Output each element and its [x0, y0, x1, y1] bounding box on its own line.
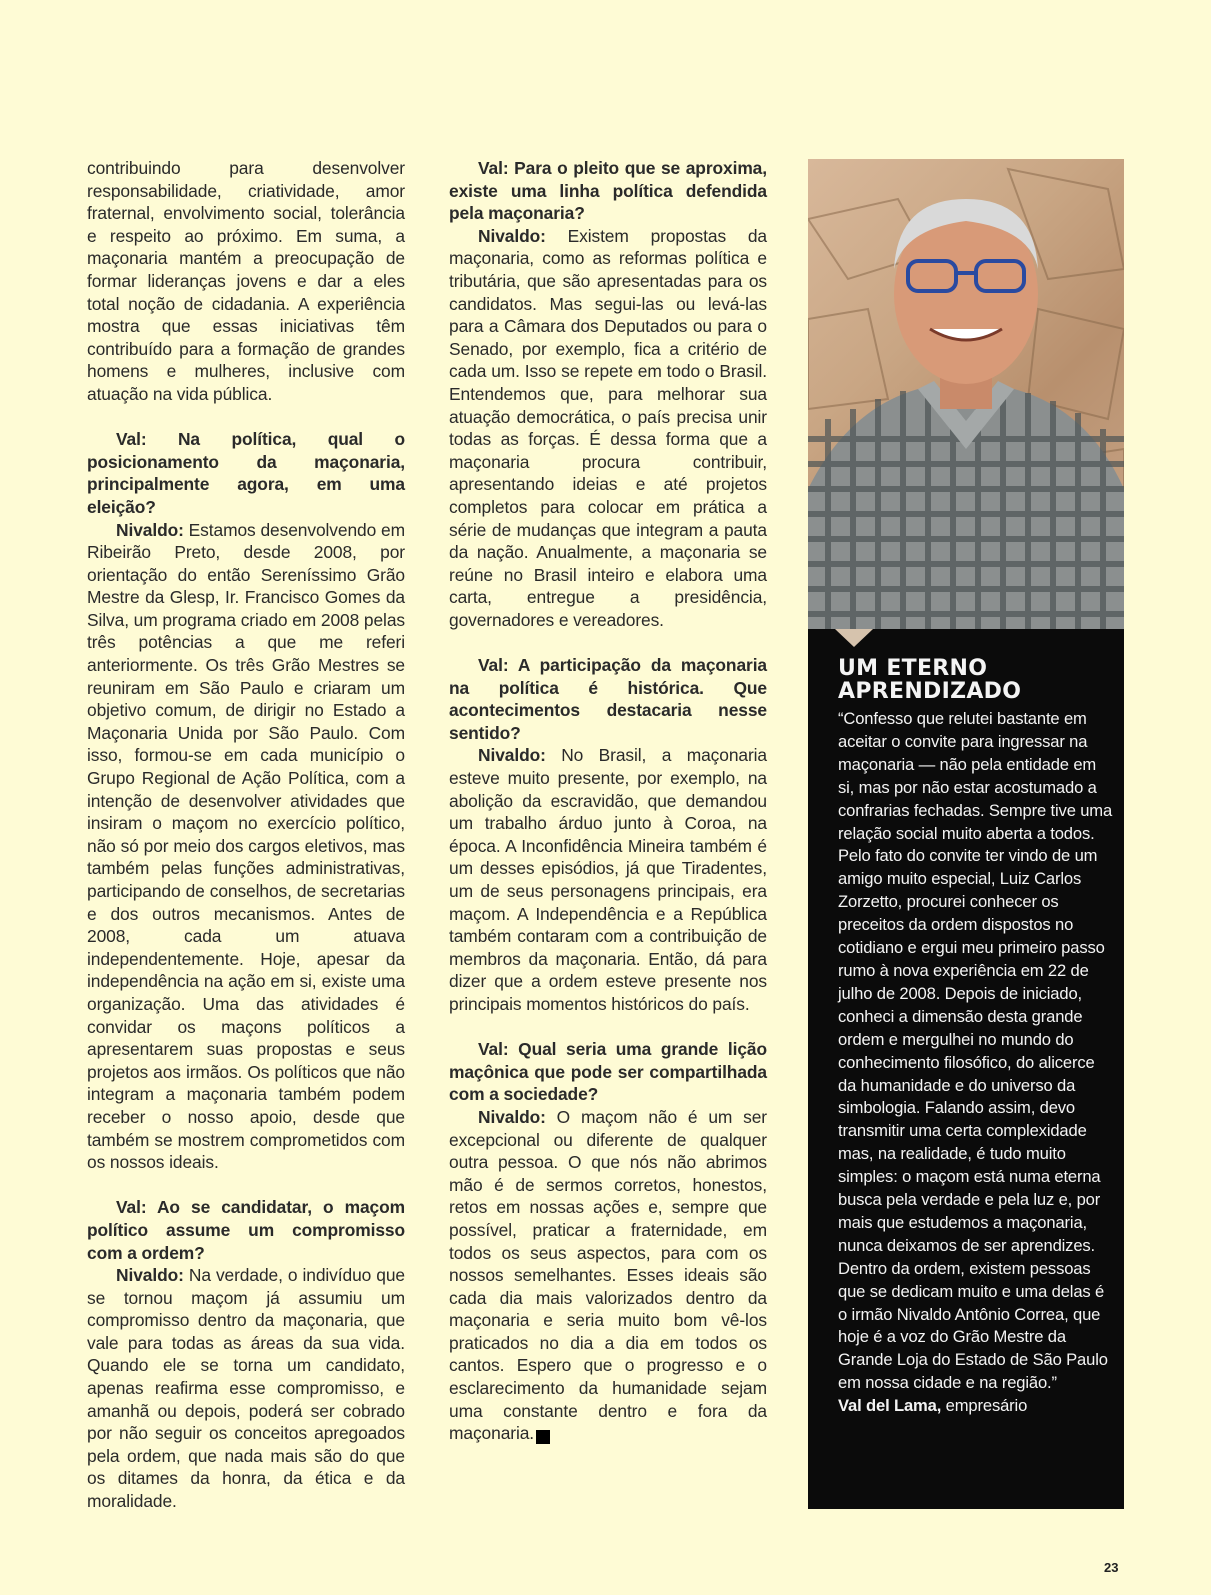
- paragraph-intro: contribuindo para desenvolver responsabilidade, criatividade, amor fraternal, envolvimento social, tolerância e respeito ao próximo. Em suma, a maçonaria mantém a preocupação de formar lideranças jovens e dar a eles total noção de cidadania. A experiência mostra que essas iniciativas têm contribuído para a formação de grandes homens e mulheres, inclusive com atuação na vida pública.: [87, 158, 405, 404]
- answer-3: [449, 225, 767, 632]
- answer-4-text: No Brasil, a maçonaria esteve muito presente, por exemplo, na abolição da escravidão, que demandou um trabalho árduo junto à Coroa, na época. A Inconfidência Mineira também é um desses episódios, já que Tiradentes, um de seus personagens principais, era maçom. A Independência e a República também contaram com a contribuição de membros da maçonaria. Então, dá para dizer que a ordem esteve presente nos principais momentos históricos do país.: [449, 745, 767, 1014]
- article-column-1: [87, 157, 405, 1513]
- question-5: Val: Qual seria uma grande lição maçônica que pode ser compartilhada com a sociedade?: [449, 1039, 767, 1105]
- page-number: 23: [1104, 1560, 1119, 1575]
- speaker-label: Nivaldo:: [478, 1106, 546, 1127]
- answer-2-text: Na verdade, o indivíduo que se tornou maçom já assumiu um compromisso dentro da maçonaria, que vale para todas as áreas da sua vida. Quando ele se torna um candidato, apenas reafirma esse compromisso, e amanhã ou depois, poderá ser cobrado por não seguir os conceitos apregoados pela ordem, que nada mais são do que os ditames da honra, da ética e da moralidade.: [87, 1265, 405, 1512]
- portrait-photo: [808, 159, 1124, 629]
- speaker-label: Nivaldo:: [478, 745, 546, 766]
- answer-5: [449, 1106, 767, 1445]
- sidebar-title: UM ETERNO APRENDIZADO: [838, 656, 1022, 704]
- answer-1-text: Estamos desenvolvendo em Ribeirão Preto, desde 2008, por orientação do então Sereníssimo Grão Mestre da Glesp, Ir. Francisco Gomes da Silva, um programa criado em 2008 pelas três potências a que me referi anteriormente. Os três Grão Mestres se reuniram em São Paulo e criaram um objetivo comum, de dirigir no Estado a Maçonaria Unida por São Paulo. Com isso, formou-se em cada município o Grupo Regional de Ação Política, com a intenção de desenvolver atividades que insiram o maçom no exercício político, não só por meio dos cargos eletivos, mas também pelas funções administrativas, participando de conselhos, de secretarias e dos outros mecanismos. Antes de 2008, cada um atuava independentemente. Hoje, apesar da independência na ação em si, existe uma organização. Uma das atividades é convidar os maçons políticos a apresentarem suas propostas e seus projetos aos irmãos. Os políticos que não integram a maçonaria também podem receber o nosso apoio, desde que também se mostrem comprometidos com os nossos ideais.: [87, 519, 405, 1173]
- signature-role: empresário: [941, 1396, 1028, 1416]
- portrait-illustration: [808, 159, 1124, 629]
- sidebar-quote: [838, 708, 1113, 1418]
- article-column-2: [449, 157, 767, 1445]
- quote-text: “Confesso que relutei bastante em aceitar o convite para ingressar na maçonaria — não pela entidade em si, mas por não estar acostumado a confrarias fechadas. Sempre tive uma relação social muito aberta a todos. Pelo fato do convite ter vindo de um amigo muito especial, Luiz Carlos Zorzetto, procurei conhecer os preceitos da ordem dispostos no cotidiano e ergui meu primeiro passo rumo à nova experiência em 22 de julho de 2008. Depois de iniciado, conheci a dimensão desta grande ordem e mergulhei no mundo do conhecimento filosófico, do alicerce da humanidade e do universo da simbologia. Falando assim, devo transmitir uma certa complexidade mas, na realidade, é tudo muito simples: o maçom está numa eterna busca pela verdade e pela luz e, por mais que estudemos a maçonaria, nunca deixamos de ser aprendizes. Dentro da ordem, existem pessoas que se dedicam muito e uma delas é o irmão Nivaldo Antônio Correa, que hoje é a voz do Grão Mestre da Grande Loja do Estado de São Paulo em nossa cidade e na região.”: [838, 709, 1113, 1393]
- answer-3-text: Existem propostas da maçonaria, como as reformas política e tributária, que são apresentadas para os candidatos. Mas segui-las ou levá-las para a Câmara dos Deputados ou para o Senado, por exemplo, fica a critério de cada um. Isso se repete em todo o Brasil. Entendemos que, para melhorar sua atuação democrática, o país precisa unir todas as forças. É dessa forma que a maçonaria procura contribuir, apresentando ideias e até projetos completos para colocar em prática a série de mudanças que integram a pauta da nação. Anualmente, a maçonaria se reúne no Brasil inteiro e elabora uma carta, entregue a presidência, governadores e vereadores.: [449, 225, 767, 630]
- answer-4: [449, 744, 767, 1015]
- end-of-article-icon: r: [536, 1430, 550, 1444]
- question-4: Val: A participação da maçonaria na política é histórica. Que acontecimentos destacaria nesse sentido?: [449, 655, 767, 743]
- sidebar-box: [808, 629, 1124, 1509]
- speaker-label: Nivaldo:: [116, 519, 184, 540]
- answer-2: [87, 1264, 405, 1513]
- signature-name: Val del Lama,: [838, 1396, 942, 1416]
- answer-5-text: O maçom não é um ser excepcional ou diferente de qualquer outra pessoa. O que nós não abrimos mão é de sermos corretos, honestos, retos em nossas ações e, sempre que possível, praticar a fraternidade, em todos os seus aspectos, para com os nossos semelhantes. Esses ideais são cada dia mais valorizados dentro da maçonaria e seria muito bom vê-los praticados no dia a dia em todos os cantos. Espero que o progresso e o esclarecimento da humanidade sejam uma constante dentro e fora da maçonaria.: [449, 1106, 767, 1444]
- question-1: Val: Na política, qual o posicionamento da maçonaria, principalmente agora, em uma eleição?: [87, 429, 405, 517]
- pointer-notch: [835, 629, 873, 647]
- speaker-label: Nivaldo:: [478, 225, 546, 246]
- question-2: Val: Ao se candidatar, o maçom político assume um compromisso com a ordem?: [87, 1197, 405, 1263]
- answer-1: [87, 519, 405, 1174]
- question-3: Val: Para o pleito que se aproxima, existe uma linha política defendida pela maçonaria?: [449, 158, 767, 224]
- speaker-label: Nivaldo:: [116, 1265, 184, 1286]
